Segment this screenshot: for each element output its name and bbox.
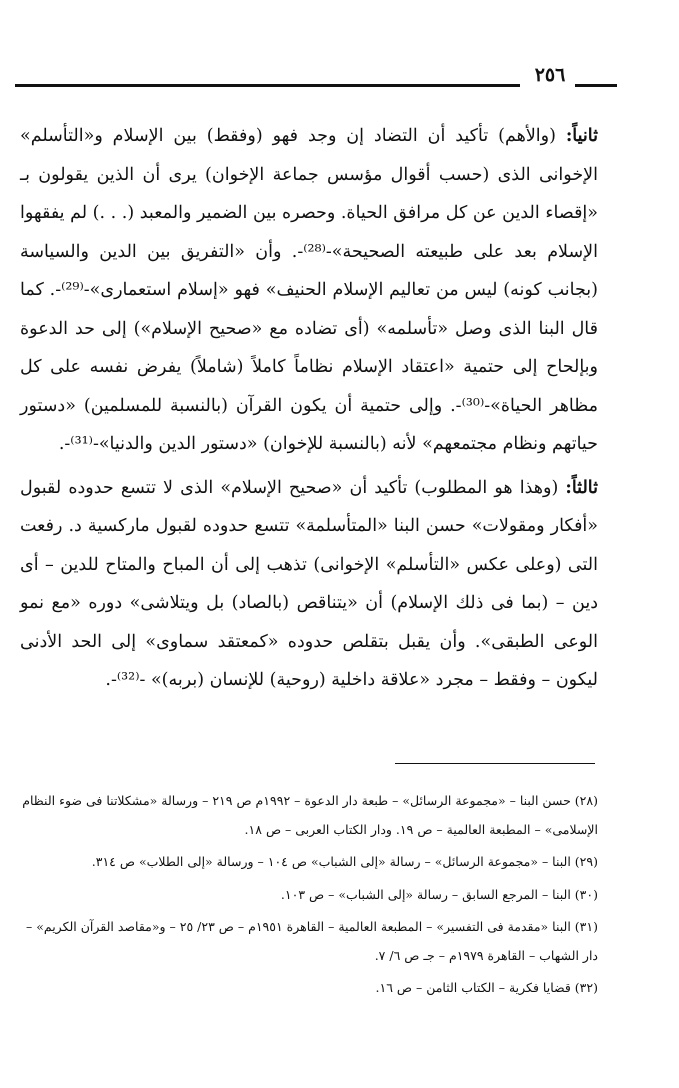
footnote-31: (٣١) البنا «مقدمة فى التفسير» – المطبعة العالمية – القاهرة ١٩٥١م – ص ٢٣/ ٢٥ – و«مقاصد القرآن الكريم» – دار الشهاب – القاهرة ١٩٧٩م – جـ ص ٦/ ٧. — [26, 919, 598, 963]
paragraph-body: (والأهم) تأكيد أن التضاد إن وجد فهو (وفقط) بين الإسلام و«التأسلم» الإخوانى الذى (حسب أقوال مؤسس جماعة الإخوان) يرى أن الذين يقولون بـ «إقصاء الدين عن كل مرافق الحياة. وحصره بين الضمير والمعبد (. . .) لم يفقهوا الإسلام بعد على طبيعته الصحيحة»-⁽²⁸⁾-. وأن «التفريق بين الدين والسياسة (بجانب كونه) ليس من تعاليم الإسلام الحنيف» فهو «إسلام استعمارى»-⁽²⁹⁾-. كما قال البنا الذى وصل «تأسلمه» (أى تضاده مع «صحيح الإسلام») إلى حد الدعوة وبإلحاح إلى حتمية «اعتقاد الإسلام نظاماً كاملاً (شاملاً) يفرض نفسه على كل مظاهر الحياة»-⁽³⁰⁾-. وإلى حتمية أن يكون القرآن (بالنسبة للمسلمين) «دستور حياتهم ونظام مجتمعهم» لأنه (بالنسبة للإخوان) «دستور الدين والدنيا»-⁽³¹⁾-. — [20, 126, 598, 454]
header-rule-short — [575, 84, 617, 87]
footnote-separator — [395, 763, 595, 764]
paragraph-second — [20, 117, 598, 464]
main-text — [20, 117, 598, 700]
footnote-29: (٢٩) البنا – «مجموعة الرسائل» – رسالة «إلى الشباب» ص ١٠٤ – ورسالة «إلى الطلاب» ص ٣١٤. — [91, 854, 598, 869]
footnote-30: (٣٠) البنا – المرجع السابق – رسالة «إلى الشباب» – ص ١٠٣. — [280, 886, 598, 902]
page-number: ٢٥٦ — [534, 64, 566, 86]
page-header — [15, 62, 600, 92]
footnotes — [18, 787, 598, 1003]
paragraph-body: (وهذا هو المطلوب) تأكيد أن «صحيح الإسلام» الذى لا تتسع حدوده لقبول «أفكار ومقولات» حسن البنا «المتأسلمة» تتسع حدوده لقبول ماركسية د. رفعت التى (وعلى عكس «التأسلم» الإخوانى) تذهب إلى أن المباح والمتاح للدين – أى دين – (بما فى ذلك الإسلام) أن «يتناقص (بالصاد) بل ويتلاشى» دوره «مع نمو الوعى الطبقى». وأن يقبل بتقلص حدوده «كمعتقد سماوى» إلى الحد الأدنى ليكون – وفقط – مجرد «علاقة داخلية (روحية) للإنسان (بربه)» -⁽³²⁾-. — [20, 477, 598, 690]
paragraph-third — [20, 469, 598, 700]
paragraph-lead: ثانياً: — [565, 126, 598, 146]
header-rule — [15, 84, 520, 87]
paragraph-lead: ثالثاً: — [565, 477, 598, 498]
footnote-28: (٢٨) حسن البنا – «مجموعة الرسائل» – طبعة دار الدعوة – ١٩٩٢م ص ٢١٩ – ورسالة «مشكلاتنا فى ضوء النظام الإسلامى» – المطبعة العالمية – ص ١٩. ودار الكتاب العربى – ص ١٨. — [22, 793, 598, 837]
footnote-32: (٣٢) قضايا فكرية – الكتاب الثامن – ص ١٦. — [375, 980, 598, 995]
